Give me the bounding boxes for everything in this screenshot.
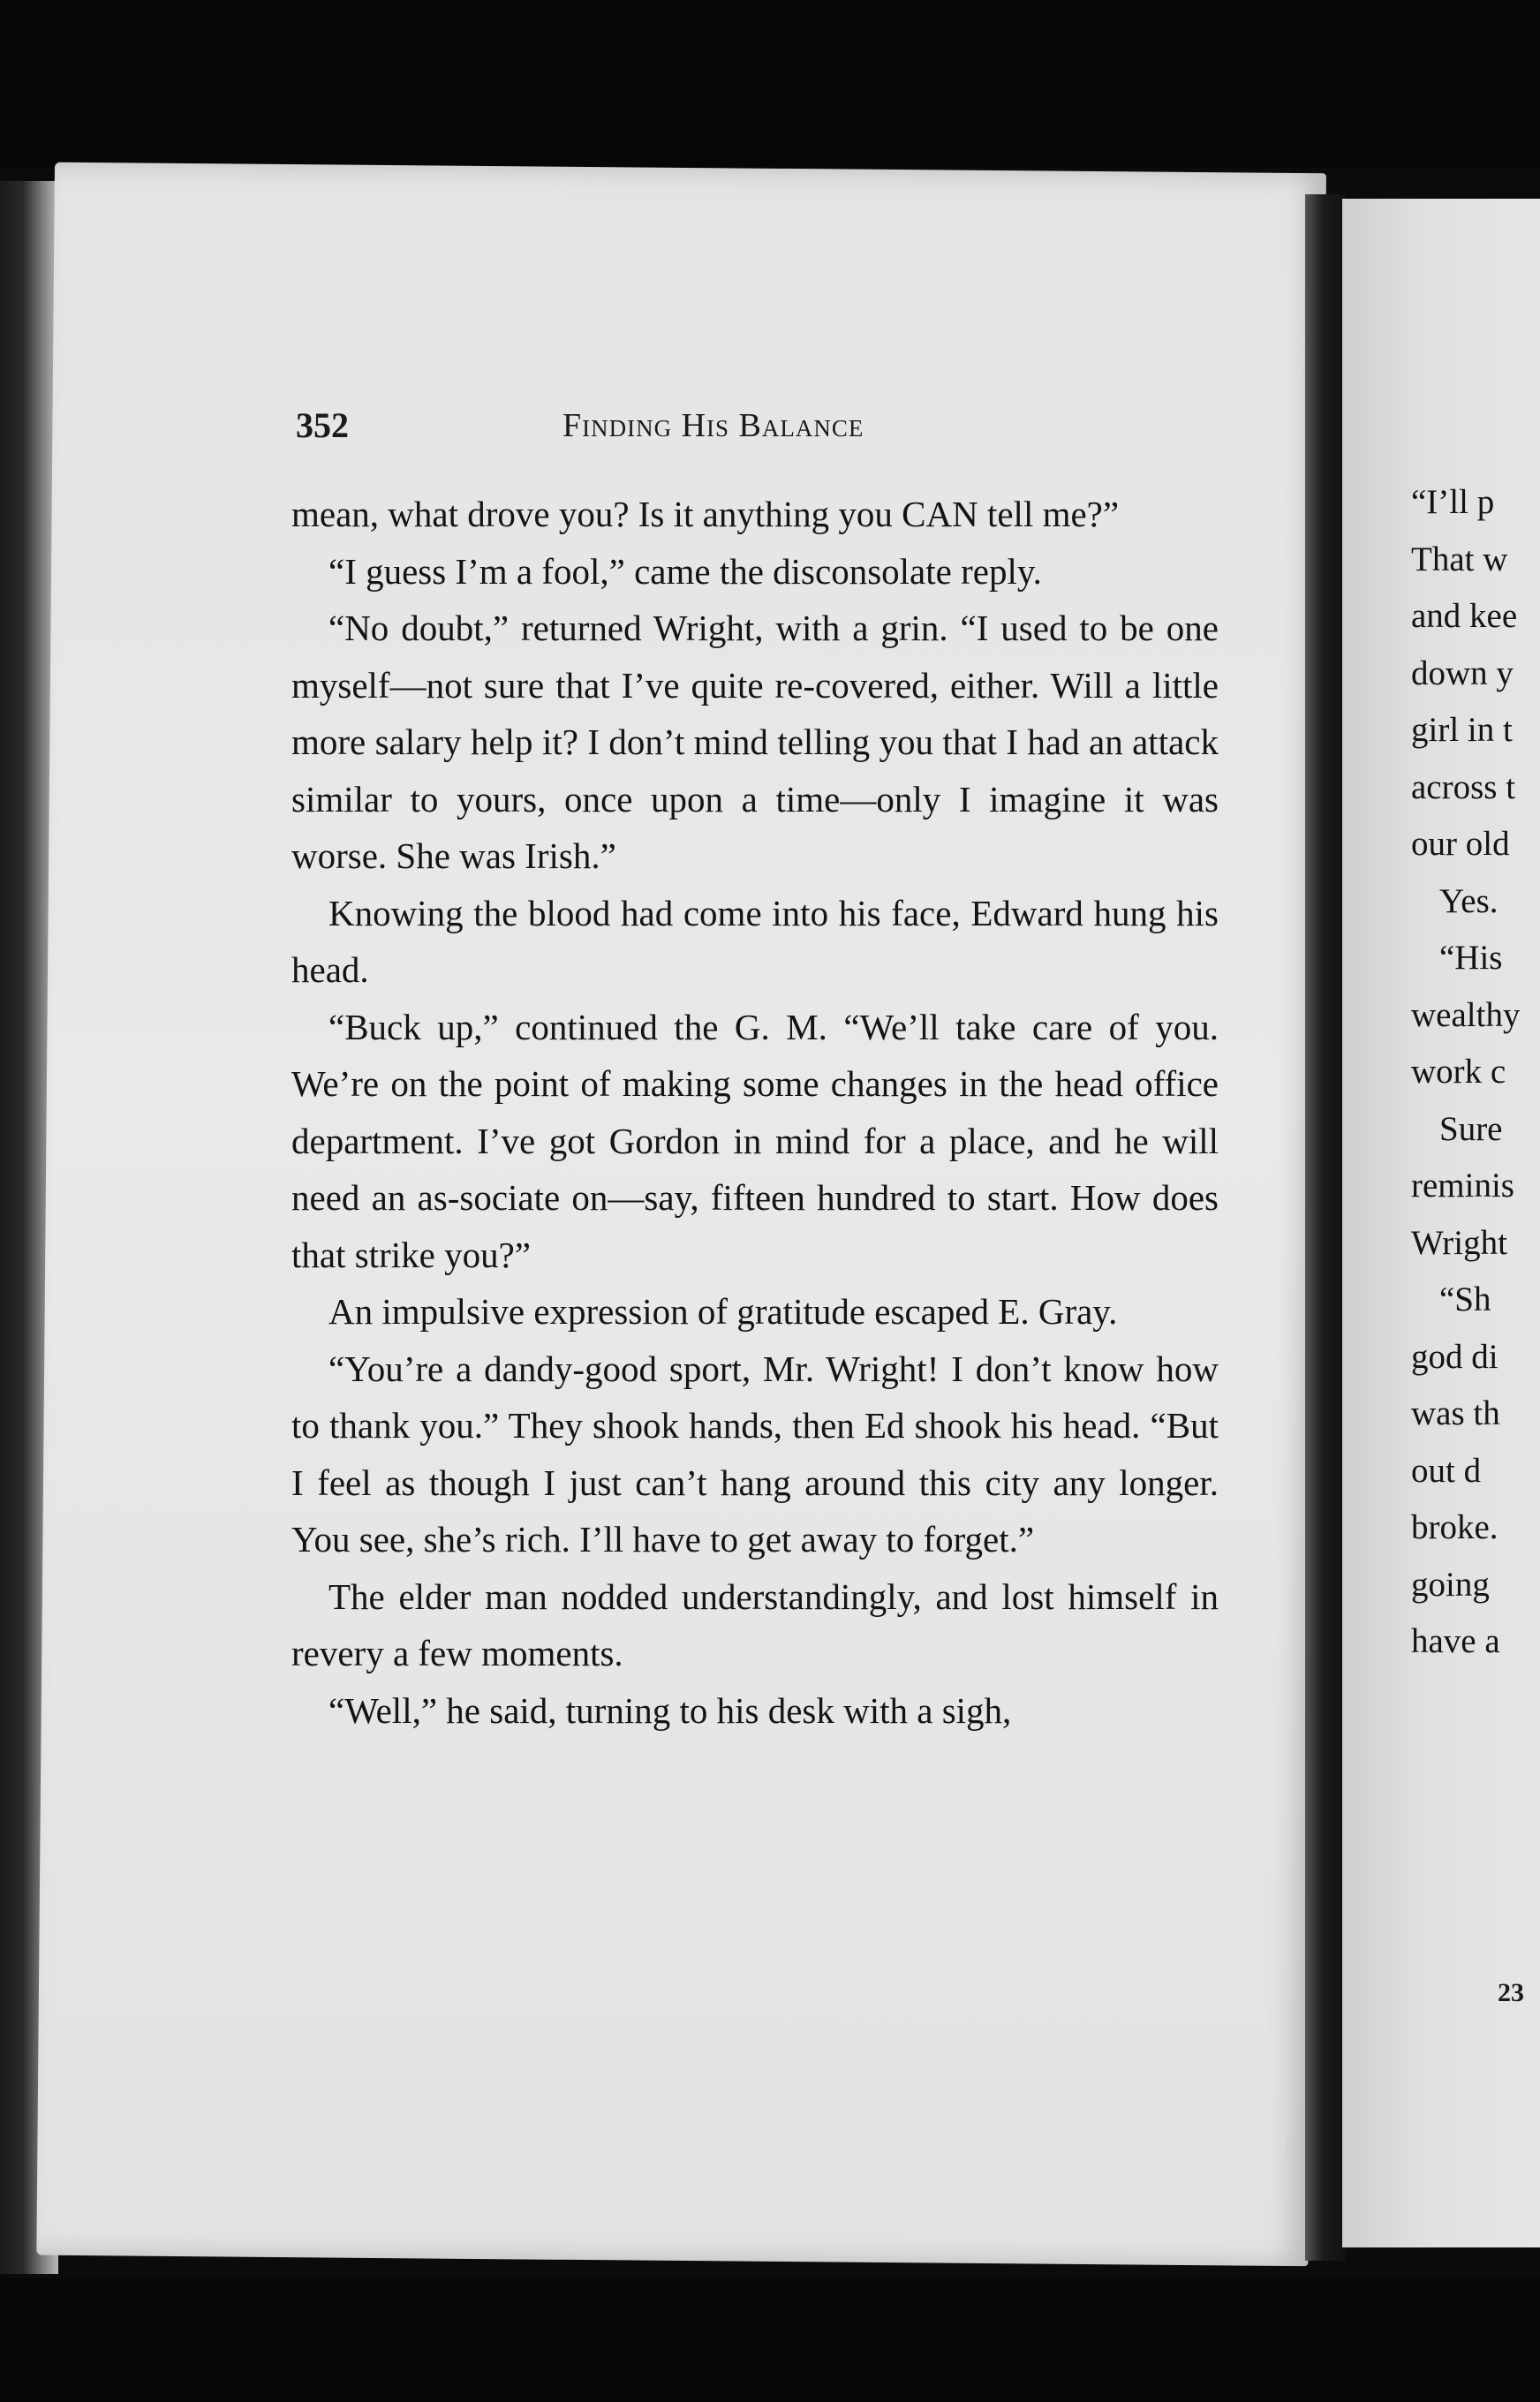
right-page-line: broke.: [1411, 1508, 1498, 1546]
running-head: Finding His Balance: [562, 407, 864, 444]
right-page-line: Wright: [1411, 1223, 1507, 1262]
right-page-line: and kee: [1411, 597, 1518, 635]
paragraph: mean, what drove you? Is it anything you CAN tell me?”: [291, 494, 1120, 534]
right-page-line: Sure: [1439, 1109, 1503, 1148]
right-page-line: “His: [1439, 939, 1503, 977]
right-page-line: going: [1411, 1565, 1490, 1604]
right-page-line: was th: [1411, 1394, 1500, 1432]
paragraph: “Well,” he said, turning to his desk with a sigh,: [328, 1689, 1012, 1731]
right-page-line: god di: [1411, 1337, 1498, 1376]
paragraph: “I guess I’m a fool,” came the disconsolate reply.: [328, 550, 1042, 592]
page-number: 352: [296, 405, 349, 445]
right-page-line: “Sh: [1439, 1280, 1491, 1318]
right-page-line: “I’ll p: [1411, 483, 1495, 521]
scan-top-border: [0, 0, 1540, 168]
right-page-line: wealthy: [1411, 995, 1521, 1034]
paragraph: “You’re a dandy-good sport, Mr. Wright! I don’t know how to thank you.” They shook hands, then Ed shook his head. “But I feel as though I just can’t hang around this city any longer. You see, she’s rich. I’ll have to get away to forget.”: [291, 1348, 1219, 1560]
right-page-line: down y: [1411, 653, 1514, 692]
book-gutter: [1305, 194, 1346, 2261]
right-page-lines: [1411, 474, 1540, 1671]
right-page-line: That w: [1411, 540, 1508, 578]
right-page-line: girl in t: [1411, 711, 1513, 749]
scan-bottom-border: [0, 2278, 1540, 2402]
page-header: [296, 404, 1223, 457]
right-page-line: Yes.: [1439, 881, 1498, 920]
right-page: [1342, 199, 1540, 2247]
paragraph: Knowing the blood had come into his face, Edward hung his head.: [291, 892, 1219, 990]
paragraph: An impulsive expression of gratitude escaped E. Gray.: [328, 1291, 1118, 1332]
body-text: [291, 486, 1219, 1739]
signature-mark: 23: [1498, 1978, 1524, 2007]
right-page-line: across t: [1411, 767, 1516, 806]
right-page-line: have a: [1411, 1622, 1500, 1660]
right-page-line: work c: [1411, 1053, 1506, 1091]
right-page-line: our old: [1411, 825, 1510, 863]
paragraph: “Buck up,” continued the G. M. “We’ll take care of you. We’re on the point of making some changes in the head office department. I’ve got Gordon in mind for a place, and he will need an as-sociate on—say, fifteen hundred to start. How does that strike you?”: [291, 1006, 1219, 1275]
paragraph: “No doubt,” returned Wright, with a grin. “I used to be one myself—not sure that I’ve quite re-covered, either. Will a little more salary help it? I don’t mind telling you that I had an attack similar to yours, once upon a time—only I imagine it was worse. She was Irish.”: [291, 608, 1219, 876]
paragraph: The elder man nodded understandingly, and lost himself in revery a few moments.: [291, 1575, 1219, 1673]
right-page-line: reminis: [1411, 1167, 1514, 1205]
right-page-line: out d: [1411, 1451, 1482, 1490]
